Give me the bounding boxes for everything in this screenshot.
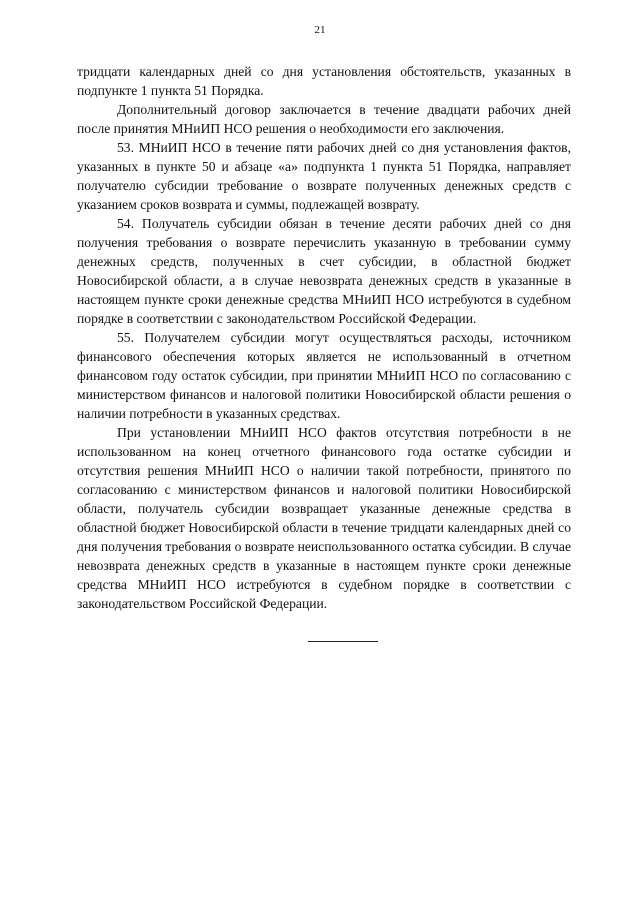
paragraph-53: 53. МНиИП НСО в течение пяти рабочих дней со дня установления фактов, указанных в пункте 50 и абзаце «а» подпункта 1 пункта 51 Порядка, направляет получателю субсидии требование о возврате полученных денежных средств с указанием сроков возврата и суммы, подлежащей возврату. [77, 140, 571, 212]
paragraph-55-return: При установлении МНиИП НСО фактов отсутствия потребности в не использованном на конец отчетного финансового года остатке субсидии и отсутствия решения МНиИП НСО о наличии такой потребности, принятого по согласованию с министерством финансов и налоговой политики Новосибирской области, получатель субсидии возвращает указанные денежные средства в областной бюджет Новосибирской области в течение тридцати календарных дней со дня получения требования о возврате неиспользованного остатка субсидии. В случае невозврата денежных средств в указанные в настоящем пункте сроки денежные средства МНиИП НСО истребуются в судебном порядке в соответствии с законодательством Российской Федерации. [77, 425, 571, 611]
end-of-text-divider [308, 641, 378, 642]
paragraph-55: 55. Получателем субсидии могут осуществляться расходы, источником финансового обеспечения которых является не использованный в отчетном финансовом году остаток субсидии, при принятии МНиИП НСО по согласованию с министерством финансов и налоговой политики Новосибирской области решения о наличии потребности в указанных средствах. [77, 330, 571, 421]
page-number: 21 [314, 24, 326, 36]
paragraph-continuation: тридцати календарных дней со дня установления обстоятельств, указанных в подпункте 1 пункта 51 Порядка. [77, 64, 571, 98]
paragraph-54: 54. Получатель субсидии обязан в течение десяти рабочих дней со дня получения требования о возврате перечислить указанную в требовании сумму денежных средств, полученных в счет субсидии, в областной бюджет Новосибирской области, а в случае невозврата денежных средств в указанные в настоящем пункте сроки денежные средства МНиИП НСО истребуются в судебном порядке в соответствии с законодательством Российской Федерации. [77, 216, 571, 326]
paragraph-additional-agreement: Дополнительный договор заключается в течение двадцати рабочих дней после принятия МНиИП НСО решения о необходимости его заключения. [77, 102, 571, 136]
document-body [77, 62, 571, 613]
